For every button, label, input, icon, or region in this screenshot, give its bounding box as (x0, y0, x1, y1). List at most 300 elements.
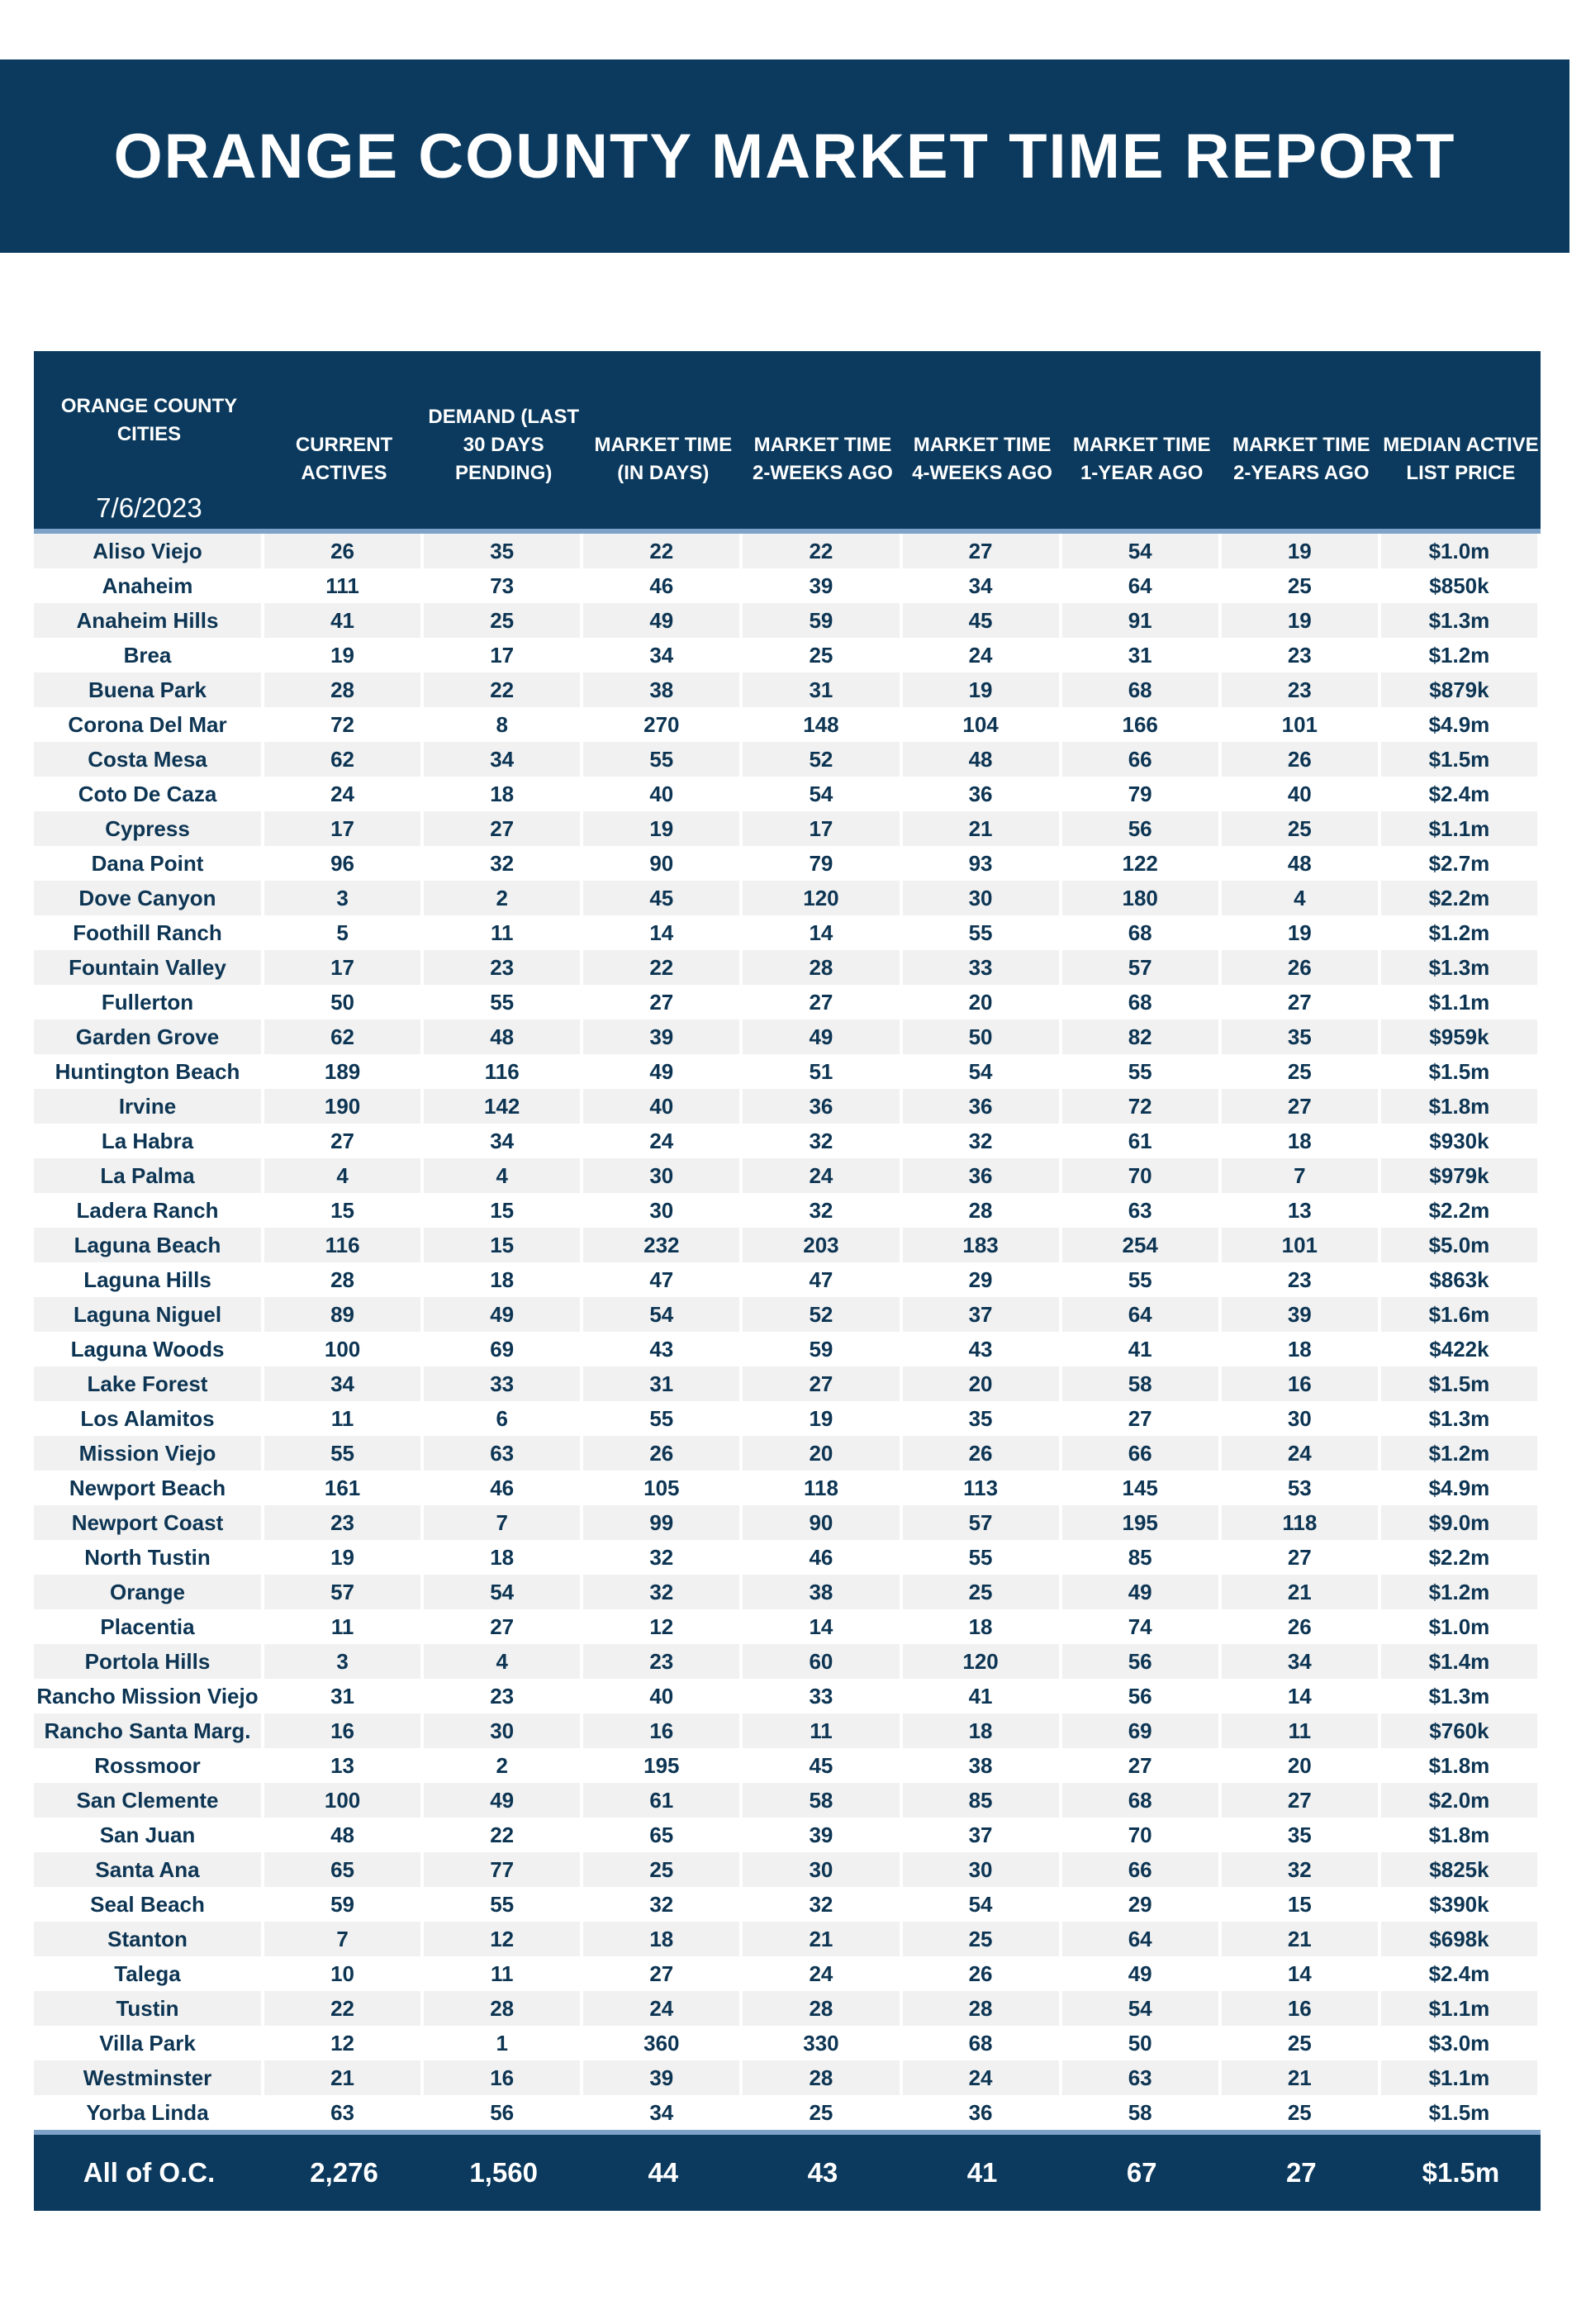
value-cell: $698k (1381, 1922, 1541, 1956)
value-cell: 35 (1222, 1818, 1381, 1852)
value-cell: 41 (1062, 1332, 1222, 1366)
table-row (34, 672, 1541, 707)
table-row (34, 1818, 1541, 1852)
value-cell: 54 (743, 777, 902, 811)
header-current-actives: CURRENT ACTIVES (264, 351, 424, 534)
table-body (34, 534, 1541, 2130)
city-name-cell: Seal Beach (34, 1887, 264, 1922)
value-cell: 17 (743, 811, 902, 846)
value-cell: $2.2m (1381, 1193, 1541, 1228)
value-cell: 2 (424, 1748, 583, 1783)
value-cell: 32 (743, 1124, 902, 1158)
value-cell: 360 (583, 2026, 743, 2060)
table-row (34, 1713, 1541, 1748)
table-row (34, 2026, 1541, 2060)
city-name-cell: Ladera Ranch (34, 1193, 264, 1228)
value-cell: 55 (424, 985, 583, 1019)
city-name-cell: Anaheim Hills (34, 603, 264, 638)
value-cell: $1.5m (1381, 1366, 1541, 1401)
value-cell: 23 (1222, 1262, 1381, 1297)
total-value-cell: 67 (1062, 2130, 1222, 2211)
value-cell: $5.0m (1381, 1228, 1541, 1262)
value-cell: 4 (424, 1158, 583, 1193)
value-cell: 34 (1222, 1644, 1381, 1679)
value-cell: $979k (1381, 1158, 1541, 1193)
value-cell: 2 (424, 881, 583, 915)
city-name-cell: Laguna Niguel (34, 1297, 264, 1332)
value-cell: 21 (1222, 1575, 1381, 1609)
value-cell: 50 (903, 1019, 1062, 1054)
value-cell: 8 (424, 707, 583, 742)
value-cell: 26 (903, 1956, 1062, 1991)
value-cell: 36 (903, 1158, 1062, 1193)
total-value-cell: 2,276 (264, 2130, 424, 2211)
value-cell: 32 (903, 1124, 1062, 1158)
value-cell: 232 (583, 1228, 743, 1262)
value-cell: 50 (1062, 2026, 1222, 2060)
value-cell: 34 (583, 638, 743, 672)
value-cell: $1.5m (1381, 2095, 1541, 2130)
value-cell: 36 (903, 777, 1062, 811)
value-cell: 11 (1222, 1713, 1381, 1748)
value-cell: 66 (1062, 1852, 1222, 1887)
value-cell: 3 (264, 881, 424, 915)
value-cell: 66 (1062, 1436, 1222, 1471)
value-cell: 40 (583, 1089, 743, 1124)
value-cell: $4.9m (1381, 1471, 1541, 1505)
header-market-time-2-weeks: MARKET TIME 2-WEEKS AGO (743, 351, 902, 534)
value-cell: 23 (1222, 672, 1381, 707)
table-row (34, 811, 1541, 846)
value-cell: 47 (743, 1262, 902, 1297)
value-cell: 203 (743, 1228, 902, 1262)
city-name-cell: Laguna Woods (34, 1332, 264, 1366)
value-cell: $1.2m (1381, 1436, 1541, 1471)
value-cell: 61 (1062, 1124, 1222, 1158)
value-cell: 45 (903, 603, 1062, 638)
city-name-cell: Mission Viejo (34, 1436, 264, 1471)
value-cell: 18 (1222, 1332, 1381, 1366)
value-cell: 145 (1062, 1471, 1222, 1505)
value-cell: 28 (903, 1991, 1062, 2026)
value-cell: 18 (424, 777, 583, 811)
value-cell: $390k (1381, 1887, 1541, 1922)
value-cell: 55 (424, 1887, 583, 1922)
value-cell: 24 (903, 638, 1062, 672)
value-cell: 20 (903, 985, 1062, 1019)
value-cell: 5 (264, 915, 424, 950)
table-row (34, 2095, 1541, 2130)
value-cell: 25 (424, 603, 583, 638)
header-market-time-4-weeks: MARKET TIME 4-WEEKS AGO (903, 351, 1062, 534)
value-cell: 39 (1222, 1297, 1381, 1332)
value-cell: 59 (743, 603, 902, 638)
city-name-cell: North Tustin (34, 1540, 264, 1575)
value-cell: 15 (424, 1193, 583, 1228)
value-cell: 38 (903, 1748, 1062, 1783)
city-name-cell: Talega (34, 1956, 264, 1991)
table-row (34, 1575, 1541, 1609)
value-cell: 27 (583, 985, 743, 1019)
value-cell: $760k (1381, 1713, 1541, 1748)
value-cell: 19 (1222, 603, 1381, 638)
value-cell: $1.1m (1381, 811, 1541, 846)
value-cell: 32 (583, 1575, 743, 1609)
value-cell: 66 (1062, 742, 1222, 777)
value-cell: $1.1m (1381, 985, 1541, 1019)
value-cell: 11 (424, 915, 583, 950)
value-cell: 90 (583, 846, 743, 881)
value-cell: 60 (743, 1644, 902, 1679)
value-cell: 25 (743, 638, 902, 672)
value-cell: $1.6m (1381, 1297, 1541, 1332)
value-cell: 166 (1062, 707, 1222, 742)
value-cell: 18 (1222, 1124, 1381, 1158)
city-name-cell: Laguna Beach (34, 1228, 264, 1262)
city-name-cell: Huntington Beach (34, 1054, 264, 1089)
value-cell: 32 (583, 1540, 743, 1575)
value-cell: $1.2m (1381, 915, 1541, 950)
value-cell: 28 (424, 1991, 583, 2026)
value-cell: 93 (903, 846, 1062, 881)
value-cell: 19 (264, 638, 424, 672)
value-cell: 64 (1062, 568, 1222, 603)
value-cell: 50 (264, 985, 424, 1019)
value-cell: 22 (424, 672, 583, 707)
value-cell: 26 (903, 1436, 1062, 1471)
city-name-cell: Rancho Mission Viejo (34, 1679, 264, 1713)
table-row (34, 1679, 1541, 1713)
value-cell: 17 (264, 950, 424, 985)
city-name-cell: Yorba Linda (34, 2095, 264, 2130)
value-cell: $1.0m (1381, 1609, 1541, 1644)
value-cell: 27 (264, 1124, 424, 1158)
value-cell: 21 (264, 2060, 424, 2095)
value-cell: 54 (583, 1297, 743, 1332)
city-name-cell: Dove Canyon (34, 881, 264, 915)
table-row (34, 985, 1541, 1019)
value-cell: 15 (264, 1193, 424, 1228)
value-cell: 120 (743, 881, 902, 915)
value-cell: 61 (583, 1783, 743, 1818)
value-cell: $1.5m (1381, 1054, 1541, 1089)
value-cell: 19 (903, 672, 1062, 707)
value-cell: 142 (424, 1089, 583, 1124)
city-name-cell: Rossmoor (34, 1748, 264, 1783)
value-cell: 4 (1222, 881, 1381, 915)
value-cell: 16 (264, 1713, 424, 1748)
value-cell: 24 (264, 777, 424, 811)
value-cell: 23 (424, 1679, 583, 1713)
value-cell: 120 (903, 1644, 1062, 1679)
city-name-cell: Aliso Viejo (34, 534, 264, 568)
city-name-cell: Irvine (34, 1089, 264, 1124)
value-cell: 30 (903, 881, 1062, 915)
table-row (34, 603, 1541, 638)
value-cell: 41 (264, 603, 424, 638)
value-cell: 72 (264, 707, 424, 742)
table-row (34, 1262, 1541, 1297)
value-cell: 118 (1222, 1505, 1381, 1540)
table-row (34, 777, 1541, 811)
value-cell: 74 (1062, 1609, 1222, 1644)
value-cell: 54 (1062, 534, 1222, 568)
value-cell: $1.2m (1381, 1575, 1541, 1609)
value-cell: 26 (264, 534, 424, 568)
value-cell: 34 (424, 742, 583, 777)
value-cell: 180 (1062, 881, 1222, 915)
value-cell: 58 (1062, 1366, 1222, 1401)
table-row (34, 1089, 1541, 1124)
value-cell: $3.0m (1381, 2026, 1541, 2060)
value-cell: 104 (903, 707, 1062, 742)
value-cell: 56 (1062, 811, 1222, 846)
value-cell: 148 (743, 707, 902, 742)
total-value-cell: 43 (743, 2130, 902, 2211)
value-cell: 16 (1222, 1366, 1381, 1401)
value-cell: 16 (1222, 1991, 1381, 2026)
value-cell: 13 (264, 1748, 424, 1783)
value-cell: 14 (743, 1609, 902, 1644)
table-row (34, 1332, 1541, 1366)
value-cell: 7 (1222, 1158, 1381, 1193)
value-cell: 18 (424, 1540, 583, 1575)
value-cell: 37 (903, 1818, 1062, 1852)
value-cell: 56 (1062, 1644, 1222, 1679)
value-cell: 183 (903, 1228, 1062, 1262)
table-row (34, 1540, 1541, 1575)
value-cell: $1.1m (1381, 2060, 1541, 2095)
value-cell: 56 (1062, 1679, 1222, 1713)
value-cell: 73 (424, 568, 583, 603)
value-cell: 49 (1062, 1956, 1222, 1991)
city-name-cell: Portola Hills (34, 1644, 264, 1679)
value-cell: 30 (743, 1852, 902, 1887)
value-cell: 32 (424, 846, 583, 881)
value-cell: 57 (1062, 950, 1222, 985)
value-cell: 36 (903, 2095, 1062, 2130)
value-cell: 19 (1222, 534, 1381, 568)
value-cell: 90 (743, 1505, 902, 1540)
value-cell: 52 (743, 1297, 902, 1332)
value-cell: 48 (264, 1818, 424, 1852)
value-cell: 25 (903, 1575, 1062, 1609)
value-cell: $1.8m (1381, 1748, 1541, 1783)
value-cell: 32 (743, 1193, 902, 1228)
value-cell: 30 (583, 1193, 743, 1228)
total-value-cell: 1,560 (424, 2130, 583, 2211)
value-cell: 26 (583, 1436, 743, 1471)
value-cell: 18 (903, 1609, 1062, 1644)
value-cell: 68 (1062, 672, 1222, 707)
value-cell: 68 (1062, 985, 1222, 1019)
table-row (34, 915, 1541, 950)
value-cell: 30 (903, 1852, 1062, 1887)
city-name-cell: La Habra (34, 1124, 264, 1158)
table-row (34, 950, 1541, 985)
value-cell: 23 (1222, 638, 1381, 672)
value-cell: 40 (583, 777, 743, 811)
table-row (34, 1956, 1541, 1991)
value-cell: 48 (1222, 846, 1381, 881)
value-cell: 55 (903, 915, 1062, 950)
value-cell: 31 (264, 1679, 424, 1713)
value-cell: 43 (903, 1332, 1062, 1366)
city-name-cell: San Juan (34, 1818, 264, 1852)
value-cell: 22 (583, 534, 743, 568)
value-cell: 28 (743, 950, 902, 985)
value-cell: $1.8m (1381, 1818, 1541, 1852)
value-cell: 21 (903, 811, 1062, 846)
value-cell: 113 (903, 1471, 1062, 1505)
value-cell: 24 (583, 1124, 743, 1158)
value-cell: 46 (743, 1540, 902, 1575)
value-cell: 19 (583, 811, 743, 846)
value-cell: 30 (583, 1158, 743, 1193)
value-cell: 161 (264, 1471, 424, 1505)
city-name-cell: Stanton (34, 1922, 264, 1956)
value-cell: 36 (743, 1089, 902, 1124)
value-cell: 25 (743, 2095, 902, 2130)
value-cell: 68 (1062, 1783, 1222, 1818)
value-cell: 27 (424, 811, 583, 846)
value-cell: 100 (264, 1783, 424, 1818)
value-cell: 62 (264, 1019, 424, 1054)
header-demand: DEMAND (LAST 30 DAYS PENDING) (424, 351, 583, 534)
value-cell: 31 (743, 672, 902, 707)
value-cell: 28 (264, 672, 424, 707)
value-cell: 38 (583, 672, 743, 707)
value-cell: 22 (583, 950, 743, 985)
city-name-cell: Newport Beach (34, 1471, 264, 1505)
value-cell: 39 (583, 1019, 743, 1054)
value-cell: 65 (264, 1852, 424, 1887)
header-city-label: ORANGE COUNTY CITIES (60, 395, 238, 445)
value-cell: $2.2m (1381, 1540, 1541, 1575)
value-cell: 89 (264, 1297, 424, 1332)
value-cell: 34 (424, 1124, 583, 1158)
table-row (34, 846, 1541, 881)
value-cell: 111 (264, 568, 424, 603)
table-row (34, 1644, 1541, 1679)
value-cell: 32 (743, 1887, 902, 1922)
value-cell: 32 (1222, 1852, 1381, 1887)
value-cell: 20 (903, 1366, 1062, 1401)
header-city (34, 351, 264, 534)
table-row (34, 881, 1541, 915)
value-cell: 41 (903, 1679, 1062, 1713)
value-cell: 25 (583, 1852, 743, 1887)
value-cell: 19 (264, 1540, 424, 1575)
value-cell: 34 (903, 568, 1062, 603)
value-cell: 59 (743, 1332, 902, 1366)
total-value-cell: $1.5m (1381, 2130, 1541, 2211)
city-name-cell: Santa Ana (34, 1852, 264, 1887)
value-cell: 24 (903, 2060, 1062, 2095)
title-banner (0, 59, 1569, 253)
value-cell: 17 (264, 811, 424, 846)
value-cell: 17 (424, 638, 583, 672)
city-name-cell: Anaheim (34, 568, 264, 603)
value-cell: 30 (1222, 1401, 1381, 1436)
value-cell: 54 (424, 1575, 583, 1609)
value-cell: $2.4m (1381, 1956, 1541, 1991)
city-name-cell: Corona Del Mar (34, 707, 264, 742)
value-cell: 25 (1222, 811, 1381, 846)
value-cell: 19 (743, 1401, 902, 1436)
value-cell: 37 (903, 1297, 1062, 1332)
value-cell: $959k (1381, 1019, 1541, 1054)
value-cell: 64 (1062, 1922, 1222, 1956)
value-cell: 100 (264, 1332, 424, 1366)
header-market-time-2-years: MARKET TIME 2-YEARS AGO (1222, 351, 1381, 534)
value-cell: 48 (903, 742, 1062, 777)
value-cell: $422k (1381, 1332, 1541, 1366)
value-cell: 30 (424, 1713, 583, 1748)
value-cell: $4.9m (1381, 707, 1541, 742)
value-cell: 28 (743, 2060, 902, 2095)
city-name-cell: Rancho Santa Marg. (34, 1713, 264, 1748)
value-cell: 43 (583, 1332, 743, 1366)
value-cell: 52 (743, 742, 902, 777)
table-row (34, 534, 1541, 568)
value-cell: 40 (583, 1679, 743, 1713)
value-cell: 254 (1062, 1228, 1222, 1262)
value-cell: 21 (1222, 2060, 1381, 2095)
city-name-cell: La Palma (34, 1158, 264, 1193)
value-cell: 11 (264, 1401, 424, 1436)
table-row (34, 1366, 1541, 1401)
city-name-cell: Costa Mesa (34, 742, 264, 777)
value-cell: $1.2m (1381, 638, 1541, 672)
table-row (34, 1887, 1541, 1922)
value-cell: 122 (1062, 846, 1222, 881)
value-cell: 91 (1062, 603, 1222, 638)
value-cell: 20 (1222, 1748, 1381, 1783)
value-cell: 46 (583, 568, 743, 603)
value-cell: 70 (1062, 1158, 1222, 1193)
value-cell: 31 (583, 1366, 743, 1401)
value-cell: 12 (424, 1922, 583, 1956)
value-cell: 63 (424, 1436, 583, 1471)
value-cell: $1.8m (1381, 1089, 1541, 1124)
value-cell: 14 (1222, 1956, 1381, 1991)
value-cell: 23 (424, 950, 583, 985)
value-cell: 35 (903, 1401, 1062, 1436)
table-row (34, 1297, 1541, 1332)
value-cell: 27 (1062, 1748, 1222, 1783)
value-cell: 79 (743, 846, 902, 881)
value-cell: 82 (1062, 1019, 1222, 1054)
value-cell: 48 (424, 1019, 583, 1054)
value-cell: $930k (1381, 1124, 1541, 1158)
value-cell: $2.0m (1381, 1783, 1541, 1818)
value-cell: 14 (583, 915, 743, 950)
value-cell: 28 (743, 1991, 902, 2026)
value-cell: 56 (424, 2095, 583, 2130)
value-cell: $863k (1381, 1262, 1541, 1297)
value-cell: $1.3m (1381, 1679, 1541, 1713)
value-cell: 6 (424, 1401, 583, 1436)
value-cell: 18 (583, 1922, 743, 1956)
total-row (34, 2130, 1541, 2211)
value-cell: 72 (1062, 1089, 1222, 1124)
value-cell: 4 (264, 1158, 424, 1193)
value-cell: 101 (1222, 1228, 1381, 1262)
value-cell: 27 (1222, 1540, 1381, 1575)
value-cell: 27 (424, 1609, 583, 1644)
total-value-cell: 41 (903, 2130, 1062, 2211)
